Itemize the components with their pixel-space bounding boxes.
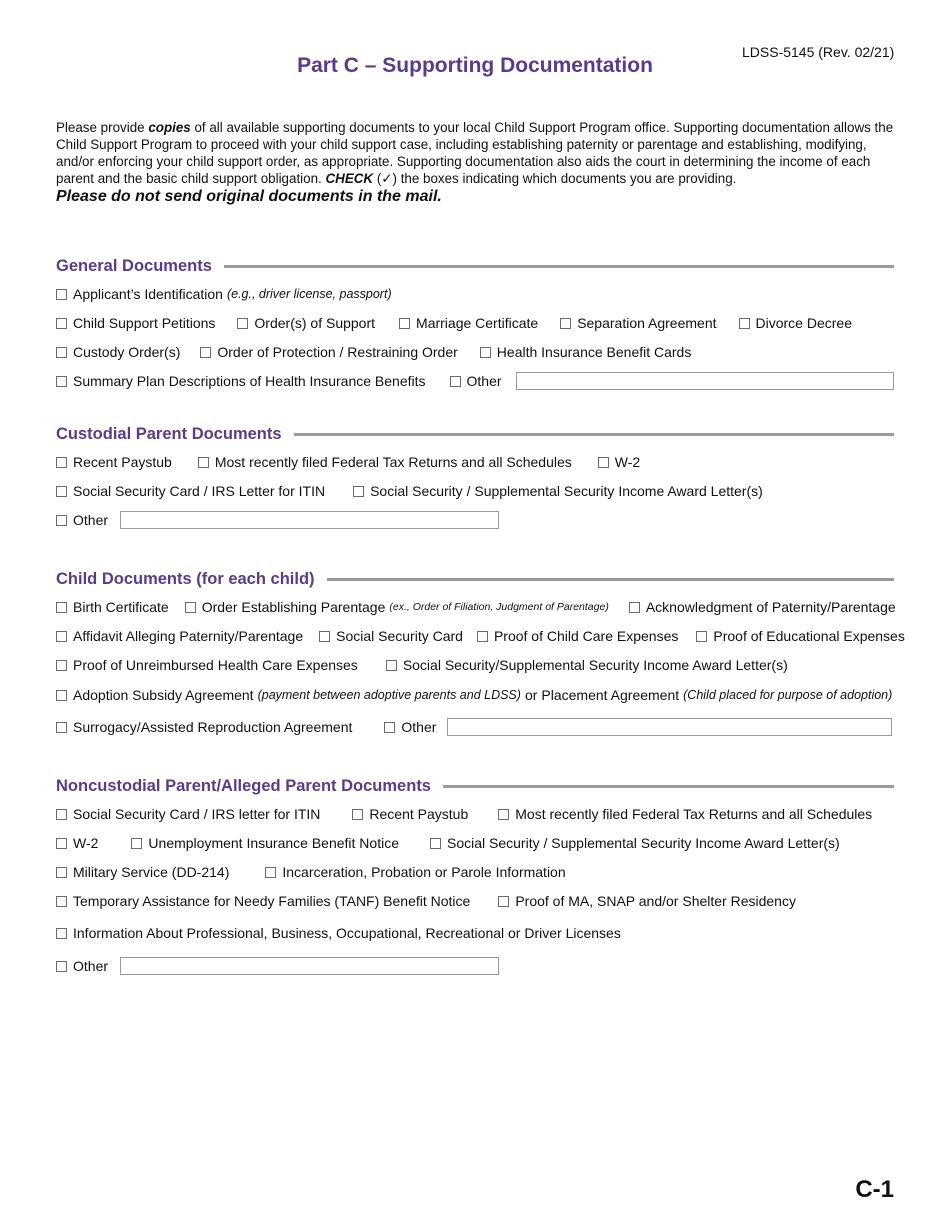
section-divider (327, 578, 894, 581)
child-ss-card-label: Social Security Card (336, 628, 463, 644)
child-row-5 (56, 717, 894, 737)
general-row-4 (56, 371, 894, 391)
nc-other-field[interactable] (120, 957, 499, 975)
page-number: C-1 (855, 1176, 894, 1203)
order-parentage-label: Order Establishing Parentage (201, 599, 386, 615)
educational-checkbox[interactable] (696, 631, 707, 642)
intro-text: (✓) the boxes indicating which documents you are providing. (373, 171, 737, 186)
placement-label: Placement Agreement (541, 687, 680, 703)
custody-orders-label: Custody Order(s) (73, 344, 181, 360)
applicant-id-checkbox[interactable] (56, 289, 67, 300)
nc-military-label: Military Service (DD-214) (73, 864, 230, 880)
nc-tax-returns-label: Most recently filed Federal Tax Returns and all Schedules (515, 806, 873, 822)
nc-w2-label: W-2 (73, 835, 99, 851)
general-row-2 (56, 313, 894, 333)
general-other-field[interactable] (516, 372, 894, 390)
nc-w2-checkbox[interactable] (56, 838, 67, 849)
custodial-paystub-checkbox[interactable] (56, 457, 67, 468)
noncustodial-row-5 (56, 923, 894, 943)
unreimbursed-checkbox[interactable] (56, 660, 67, 671)
nc-tax-returns-checkbox[interactable] (498, 809, 509, 820)
summary-plan-checkbox[interactable] (56, 376, 67, 387)
nc-licenses-checkbox[interactable] (56, 928, 67, 939)
intro-warning: Please do not send original documents in the mail. (56, 188, 442, 205)
affidavit-label: Affidavit Alleging Paternity/Parentage (73, 628, 304, 644)
summary-plan-label: Summary Plan Descriptions of Health Insurance Benefits (73, 373, 426, 389)
child-care-checkbox[interactable] (477, 631, 488, 642)
section-title: General Documents (56, 256, 212, 275)
section-child-documents (56, 568, 894, 590)
nc-tanf-label: Temporary Assistance for Needy Families (TANF) Benefit Notice (73, 893, 471, 909)
custodial-w2-checkbox[interactable] (598, 457, 609, 468)
nc-ss-card-checkbox[interactable] (56, 809, 67, 820)
custodial-ss-award-checkbox[interactable] (353, 486, 364, 497)
nc-tanf-checkbox[interactable] (56, 896, 67, 907)
nc-ss-card-label: Social Security Card / IRS letter for ITIN (73, 806, 321, 822)
applicant-id-label: Applicant’s Identification (73, 286, 223, 302)
child-ss-award-label: Social Security/Supplemental Security Income Award Letter(s) (402, 657, 788, 673)
custodial-ss-card-label: Social Security Card / IRS Letter for ITIN (73, 483, 326, 499)
section-title: Child Documents (for each child) (56, 569, 315, 588)
divorce-decree-checkbox[interactable] (739, 318, 750, 329)
adoption-checkbox[interactable] (56, 690, 67, 701)
custodial-row-3 (56, 510, 894, 530)
nc-unemployment-label: Unemployment Insurance Benefit Notice (148, 835, 399, 851)
page-title: Part C – Supporting Documentation (297, 54, 653, 77)
custodial-other-field[interactable] (120, 511, 499, 529)
nc-incarceration-label: Incarceration, Probation or Parole Information (282, 864, 566, 880)
divorce-decree-label: Divorce Decree (755, 315, 852, 331)
acknowledgment-checkbox[interactable] (629, 602, 640, 613)
form-number: LDSS-5145 (Rev. 02/21) (742, 44, 895, 60)
birth-certificate-checkbox[interactable] (56, 602, 67, 613)
order-parentage-checkbox[interactable] (185, 602, 196, 613)
nc-licenses-label: Information About Professional, Business, Occupational, Recreational or Driver Licenses (73, 925, 621, 941)
general-row-1 (56, 284, 894, 304)
child-support-petitions-checkbox[interactable] (56, 318, 67, 329)
nc-military-checkbox[interactable] (56, 867, 67, 878)
orders-of-support-label: Order(s) of Support (254, 315, 376, 331)
nc-paystub-checkbox[interactable] (352, 809, 363, 820)
educational-label: Proof of Educational Expenses (713, 628, 905, 644)
applicant-id-note: (e.g., driver license, passport) (226, 287, 392, 301)
child-row-1 (56, 597, 894, 617)
child-row-2 (56, 626, 905, 646)
section-noncustodial-parent-documents (56, 775, 894, 797)
section-general-documents (56, 255, 894, 277)
child-other-field[interactable] (447, 718, 892, 736)
general-other-label: Other (466, 373, 502, 389)
nc-other-checkbox[interactable] (56, 961, 67, 972)
health-insurance-cards-checkbox[interactable] (480, 347, 491, 358)
child-other-label: Other (401, 719, 437, 735)
marriage-certificate-label: Marriage Certificate (416, 315, 539, 331)
section-title: Noncustodial Parent/Alleged Parent Documents (56, 776, 431, 795)
custodial-other-checkbox[interactable] (56, 515, 67, 526)
child-ss-card-checkbox[interactable] (319, 631, 330, 642)
child-ss-award-checkbox[interactable] (386, 660, 397, 671)
custodial-other-label: Other (73, 512, 109, 528)
custodial-tax-returns-label: Most recently filed Federal Tax Returns and all Schedules (214, 454, 572, 470)
section-custodial-parent-documents (56, 423, 894, 445)
unreimbursed-label: Proof of Unreimbursed Health Care Expenses (73, 657, 358, 673)
or-label: or (524, 687, 538, 703)
nc-other-label: Other (73, 958, 109, 974)
order-of-protection-label: Order of Protection / Restraining Order (217, 344, 458, 360)
orders-of-support-checkbox[interactable] (237, 318, 248, 329)
order-of-protection-checkbox[interactable] (200, 347, 211, 358)
intro-paragraph (56, 119, 906, 187)
marriage-certificate-checkbox[interactable] (399, 318, 410, 329)
intro-copies: copies (148, 120, 191, 135)
section-title: Custodial Parent Documents (56, 424, 282, 443)
custodial-tax-returns-checkbox[interactable] (198, 457, 209, 468)
noncustodial-row-4 (56, 891, 894, 911)
nc-ma-snap-checkbox[interactable] (498, 896, 509, 907)
adoption-note: (payment between adoptive parents and LDSS) (257, 688, 521, 702)
custodial-row-1 (56, 452, 894, 472)
noncustodial-row-3 (56, 862, 894, 882)
surrogacy-label: Surrogacy/Assisted Reproduction Agreement (73, 719, 353, 735)
noncustodial-row-2 (56, 833, 894, 853)
nc-unemployment-checkbox[interactable] (131, 838, 142, 849)
section-divider (294, 433, 894, 436)
custodial-row-2 (56, 481, 894, 501)
placement-note: (Child placed for purpose of adoption) (683, 688, 893, 702)
noncustodial-row-6 (56, 956, 894, 976)
intro-text: of all available supporting documents to your local Child Support Program office. Supporting documentation allows the Child Support Program to proceed with your child support case, including establishing paternity or parentage and establishing, modifying, and/or enforcing your child support order, as appropriate. Supporting documentation also aids the court in determining the income of each parent and the basic child support obligation. (56, 120, 894, 186)
child-row-3 (56, 655, 894, 675)
nc-ss-award-label: Social Security / Supplemental Security Income Award Letter(s) (447, 835, 840, 851)
general-row-3 (56, 342, 894, 362)
birth-certificate-label: Birth Certificate (73, 599, 169, 615)
affidavit-checkbox[interactable] (56, 631, 67, 642)
separation-agreement-label: Separation Agreement (577, 315, 717, 331)
nc-paystub-label: Recent Paystub (369, 806, 469, 822)
noncustodial-row-1 (56, 804, 894, 824)
custody-orders-checkbox[interactable] (56, 347, 67, 358)
intro-text: Please provide (56, 120, 149, 135)
section-divider (443, 785, 894, 788)
order-parentage-note: (ex., Order of Filiation, Judgment of Parentage) (389, 601, 609, 613)
nc-incarceration-checkbox[interactable] (265, 867, 276, 878)
acknowledgment-label: Acknowledgment of Paternity/Parentage (645, 599, 896, 615)
child-other-checkbox[interactable] (384, 722, 395, 733)
child-row-4 (56, 685, 894, 705)
intro-check: CHECK (325, 171, 374, 186)
nc-ss-award-checkbox[interactable] (430, 838, 441, 849)
child-care-label: Proof of Child Care Expenses (493, 628, 679, 644)
child-support-petitions-label: Child Support Petitions (73, 315, 216, 331)
adoption-label: Adoption Subsidy Agreement (73, 687, 254, 703)
surrogacy-checkbox[interactable] (56, 722, 67, 733)
section-divider (224, 265, 894, 268)
custodial-w2-label: W-2 (614, 454, 641, 470)
nc-ma-snap-label: Proof of MA, SNAP and/or Shelter Residency (515, 893, 796, 909)
custodial-ss-award-label: Social Security / Supplemental Security Income Award Letter(s) (370, 483, 763, 499)
custodial-ss-card-checkbox[interactable] (56, 486, 67, 497)
general-other-checkbox[interactable] (450, 376, 461, 387)
separation-agreement-checkbox[interactable] (560, 318, 571, 329)
custodial-paystub-label: Recent Paystub (73, 454, 172, 470)
health-insurance-cards-label: Health Insurance Benefit Cards (496, 344, 692, 360)
